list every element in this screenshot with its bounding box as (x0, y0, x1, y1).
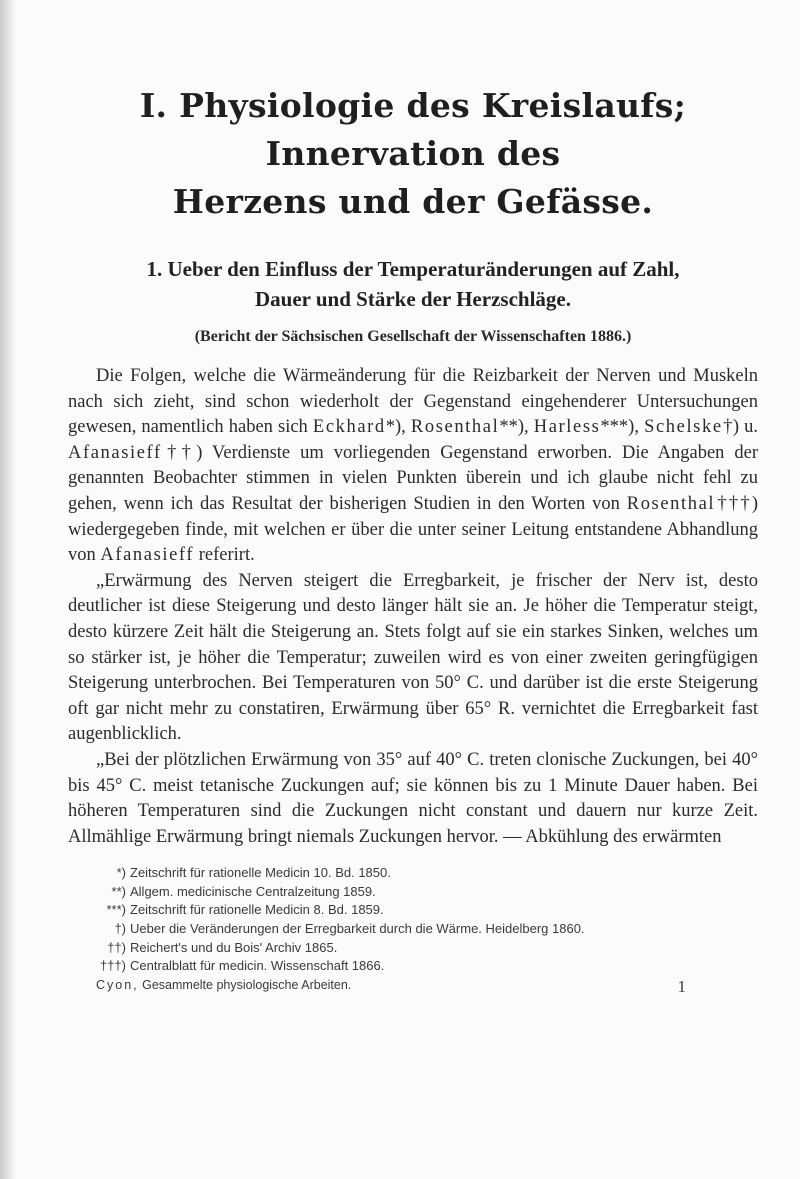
signature-line (96, 976, 758, 994)
footnote (96, 957, 758, 976)
author-name: Afanasieff (100, 545, 195, 566)
footnote-text: Zeitschrift für rationelle Medicin 10. Bd. 1850. (130, 865, 391, 881)
author-name: Schelske (644, 417, 723, 438)
paragraph-text: **), (499, 417, 534, 438)
runner-work: Gesammelte physiologische Arbeiten. (138, 977, 352, 992)
footnote (96, 864, 758, 883)
paragraph-text: Die Folgen, welche die Wärmeänderung für die Reizbarkeit der Nerven und Muskeln nach sich zieht, sind schon wiederholt der Gegenstand eingehenderer Untersuchungen gewesen, namentlich haben sich (68, 366, 758, 438)
footnote-text: Allgem. medicinische Centralzeitung 1859. (130, 883, 376, 899)
section-title-line2: Dauer und Stärke der Herzschläge. (255, 287, 571, 311)
binding-shadow (0, 0, 16, 1179)
footnote (96, 901, 758, 920)
footnotes (68, 864, 758, 994)
paragraph-text: †) u. (722, 417, 758, 438)
paragraph-text: ***), (600, 417, 645, 438)
paragraph-text: *), (385, 417, 411, 438)
chapter-title-line2: Herzens und der Gefässe. (172, 182, 654, 221)
footnote-mark: *) (116, 865, 126, 881)
footnote-mark: **) (111, 883, 126, 899)
footnote-mark: ††) (107, 939, 126, 955)
chapter-title (68, 82, 758, 226)
footnote-text: Zeitschrift für rationelle Medicin 8. Bd. 1859. (130, 902, 384, 918)
author-name: Eckhard (312, 417, 386, 438)
paragraph: „Bei der plötzlichen Erwärmung von 35° auf 40° C. treten clonische Zuckungen, bei 40° bis 45° C. meist tetanische Zuckungen auf; sie können bis zu 1 Minute Dauer haben. Bei höheren Temperaturen sind die Zuckungen nicht constant und dauern nur kurze Zeit. Allmählige Erwärmung bringt niemals Zuckungen hervor. — Abkühlung des erwärmten (68, 749, 758, 847)
footnote-text: Reichert's und du Bois' Archiv 1865. (130, 939, 338, 955)
footnote-mark: †††) (99, 958, 126, 974)
author-name: Afanasieff (68, 442, 162, 463)
page-number: 1 (677, 976, 686, 996)
paragraph: „Erwärmung des Nerven steigert die Erregbarkeit, je frischer der Nerv ist, desto deutlicher ist diese Steigerung und desto länger hält sie an. Je höher die Temperatur steigt, desto kürzere Zeit hält die Steigerung an. Stets folgt auf sie ein starkes Sinken, welches um so stärker ist, je höher die Temperatur; zuweilen wird es von einer zweiten geringfügigen Steigerung unterbrochen. Bei Temperaturen von 50° C. und darüber ist die erste Steigerung oft gar nicht mehr zu constatiren, Erwärmung über 65° R. vernichtet die Erregbarkeit fast augenblicklich. (68, 570, 758, 745)
paragraph-text: ††) Verdienste um vorliegenden Gegenstand erworben. Die Angaben der genannten Beobachter stimmen in vielen Punkten überein und ich glaube nicht fehl zu gehen, wenn ich das Resultat der bisherigen Studien in den Worten von (68, 442, 758, 514)
author-name: Rosenthal (410, 417, 500, 438)
source-note: (Bericht der Sächsischen Gesellschaft der Wissenschaften 1886.) (194, 328, 632, 345)
footnote (96, 883, 758, 902)
footnote-text: Ueber die Veränderungen der Erregbarkeit durch die Wärme. Heidelberg 1860. (130, 921, 585, 937)
paragraph-text: †††) wiedergegeben finde, mit welchen er über die unter seiner Leitung entstandene Abhandlung von (68, 493, 758, 566)
footnote-mark: †) (114, 921, 126, 937)
paragraph-text: referirt. (194, 545, 255, 566)
author-name: Harless (533, 417, 601, 438)
footnote (96, 920, 758, 939)
chapter-title-line1: I. Physiologie des Kreislaufs; Innervation des (139, 86, 687, 173)
author-name: Rosenthal (626, 493, 716, 514)
section-title-line1: 1. Ueber den Einfluss der Temperaturänderungen auf Zahl, (146, 257, 680, 281)
book-page (68, 82, 758, 994)
footnote (96, 939, 758, 958)
section-title (68, 254, 758, 314)
footnote-mark: ***) (106, 902, 126, 918)
runner-author: Cyon, (96, 977, 139, 992)
footnote-text: Centralblatt für medicin. Wissenschaft 1866. (130, 958, 385, 974)
body-text (68, 364, 758, 850)
paragraph (68, 364, 758, 569)
